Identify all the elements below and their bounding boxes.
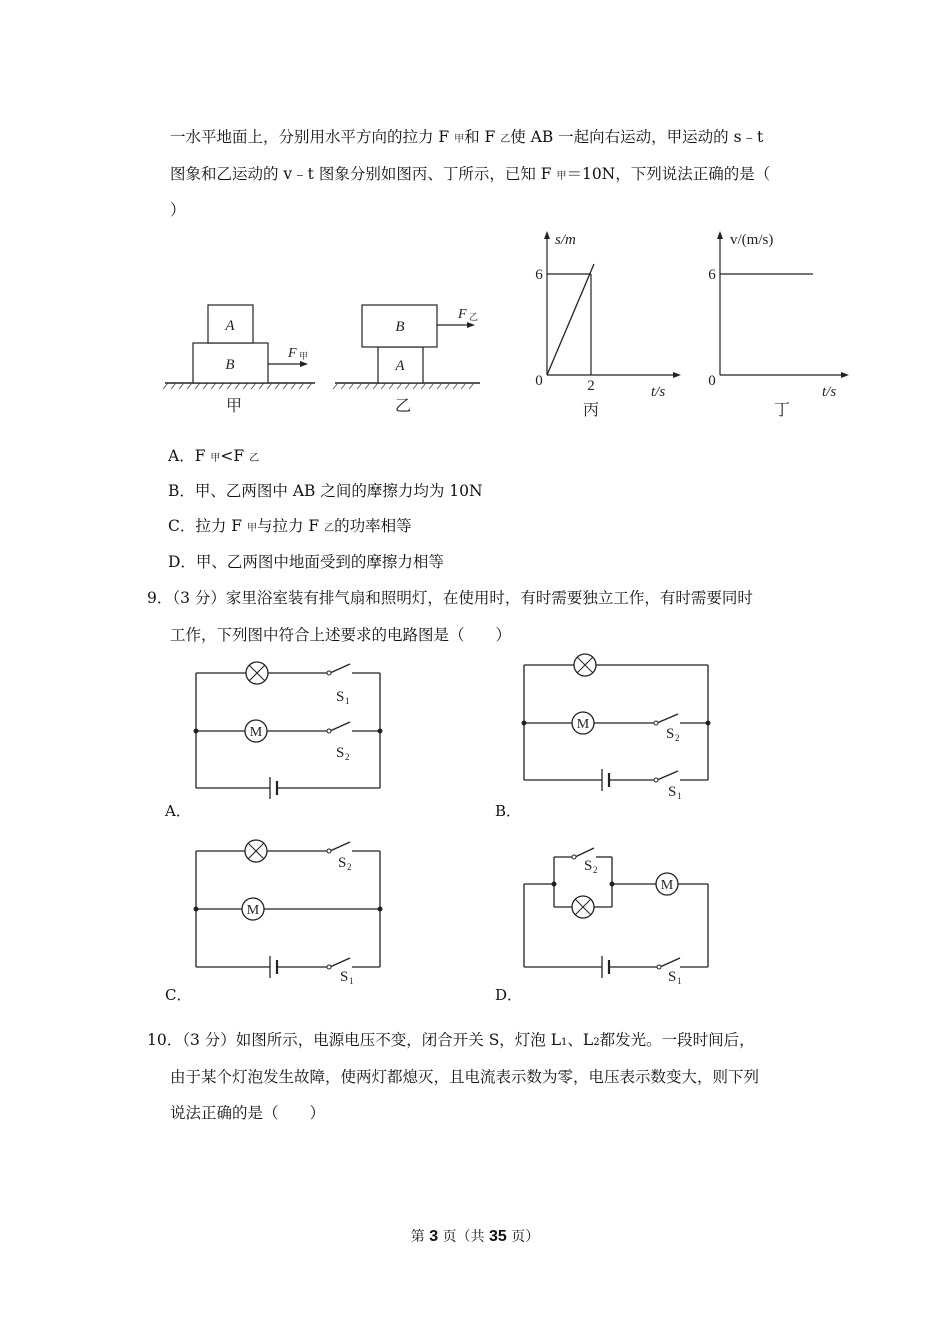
- motor-label: M: [249, 725, 263, 740]
- origin-label: 0: [535, 373, 543, 389]
- svg-text:1: 1: [345, 696, 350, 706]
- circuit-a: [190, 655, 390, 805]
- force-label: F: [458, 307, 467, 322]
- motor-label: M: [576, 717, 590, 732]
- force-sub: 乙: [469, 312, 479, 322]
- q9-line-2: 工作，下列图中符合上述要求的电路图是（ ）: [170, 626, 512, 644]
- y-tick-6: 6: [708, 267, 716, 283]
- switch-label: S: [340, 969, 349, 985]
- svg-text:2: 2: [347, 862, 352, 872]
- svg-text:2: 2: [345, 752, 350, 762]
- q8-option-b: B．甲、乙两图中 AB 之间的摩擦力均为 10N: [168, 482, 483, 500]
- q10-line-2: 由于某个灯泡发生故障，使两灯都熄灭，且电流表示数为零，电压表示数变大，则下列: [170, 1068, 760, 1086]
- figure-ding-vt-graph: [698, 225, 868, 420]
- q10-line-1: 10．（3 分）如图所示，电源电压不变，闭合开关 S，灯泡 L1、L2都发光。一段时间后，: [147, 1031, 755, 1049]
- total-pages: 35: [489, 1228, 507, 1245]
- switch-label: S: [338, 855, 347, 871]
- x-axis-label: t/s: [651, 384, 666, 400]
- option-c-label: C．: [165, 986, 192, 1004]
- option-a-label: A．: [165, 802, 191, 820]
- switch-label: S: [336, 745, 345, 761]
- lamp-icon: [246, 662, 268, 684]
- svg-text:1: 1: [677, 976, 682, 986]
- page-number: 3: [429, 1228, 439, 1245]
- lamp-icon: [572, 896, 594, 918]
- motor-label: M: [246, 903, 260, 918]
- svg-text:1: 1: [349, 976, 354, 986]
- switch-label: S: [584, 858, 593, 874]
- motor-label: M: [660, 878, 674, 893]
- option-b-label: B．: [495, 802, 522, 820]
- lamp-icon: [574, 654, 596, 676]
- figure-yi: [330, 295, 490, 420]
- caption-jia: 甲: [225, 398, 243, 415]
- caption-bing: 丙: [582, 402, 600, 419]
- block-b-label: B: [395, 319, 405, 335]
- figure-bing-st-graph: [525, 225, 685, 420]
- x-axis-label: t/s: [822, 384, 837, 400]
- page-footer: 第 3 页（共 35 页）: [410, 1228, 540, 1245]
- q8-option-d: D．甲、乙两图中地面受到的摩擦力相等: [168, 553, 444, 571]
- option-d-label: D．: [495, 986, 523, 1004]
- y-axis-label: v/(m/s): [730, 232, 774, 248]
- caption-yi: 乙: [394, 398, 412, 415]
- force-label: F: [288, 346, 297, 361]
- y-axis-label: s/m: [555, 232, 576, 248]
- force-sub: 甲: [299, 351, 309, 361]
- s-t-line: [547, 264, 594, 375]
- svg-text:2: 2: [675, 733, 680, 743]
- block-a-label: A: [395, 358, 405, 374]
- circuit-d: [520, 845, 720, 990]
- lamp-icon: [245, 840, 267, 862]
- switch-label: S: [668, 969, 677, 985]
- figure-jia: [160, 295, 320, 420]
- switch-label: S: [336, 689, 345, 705]
- block-a-label: A: [225, 318, 235, 334]
- q8-line-1: 一水平地面上，分别用水平方向的拉力 F 甲和 F 乙使 AB 一起向右运动，甲运动的 s﹣t: [170, 128, 764, 146]
- svg-text:2: 2: [593, 865, 598, 875]
- circuit-c: [190, 835, 390, 985]
- q9-line-1: 9．（3 分）家里浴室装有排气扇和照明灯，在使用时，有时需要独立工作，有时需要同时: [147, 589, 753, 607]
- q8-line-3: ）: [170, 201, 186, 219]
- q8-option-c: C．拉力 F 甲与拉力 F 乙的功率相等: [168, 517, 412, 535]
- switch-label: S: [668, 784, 677, 800]
- y-tick-6: 6: [535, 267, 543, 283]
- circuit-b: [520, 650, 720, 805]
- q10-line-3: 说法正确的是（ ）: [170, 1104, 326, 1122]
- switch-label: S: [666, 726, 675, 742]
- q8-line-2: 图象和乙运动的 v﹣t 图象分别如图丙、丁所示，已知 F 甲＝10N，下列说法正确的是（: [170, 165, 771, 183]
- block-b-label: B: [225, 357, 235, 373]
- q8-option-a: A．F 甲<F 乙: [168, 447, 260, 465]
- caption-ding: 丁: [773, 402, 791, 419]
- origin-label: 0: [708, 373, 716, 389]
- x-tick-2: 2: [587, 378, 595, 394]
- svg-text:1: 1: [677, 791, 682, 801]
